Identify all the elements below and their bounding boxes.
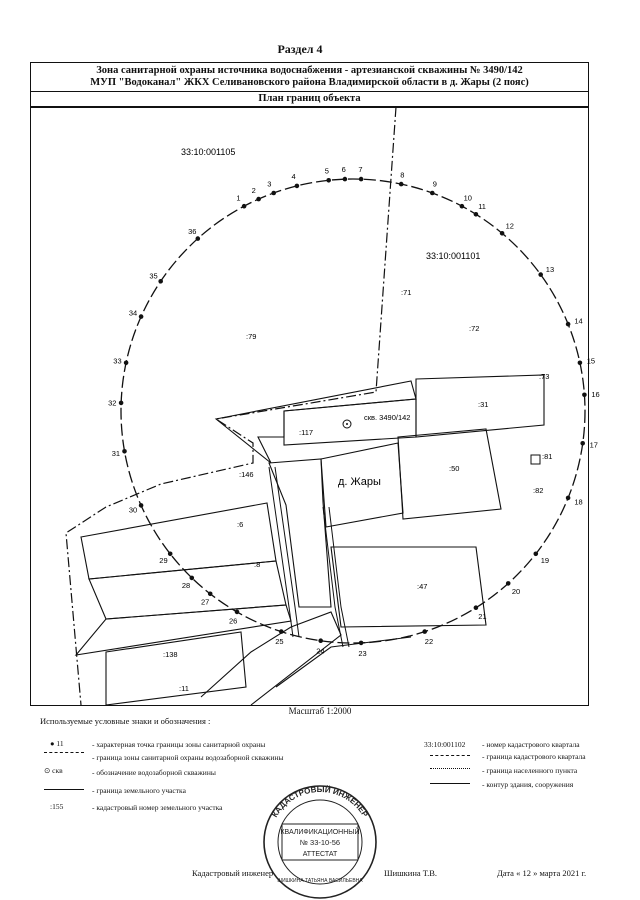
boundary-point bbox=[326, 178, 331, 183]
boundary-point bbox=[196, 236, 201, 241]
boundary-point bbox=[190, 576, 195, 581]
boundary-point-label: 26 bbox=[229, 616, 238, 626]
footer-date: Дата « 12 » марта 2021 г. bbox=[497, 868, 587, 878]
parcel-label: :81 bbox=[542, 452, 553, 461]
parcel-outlines bbox=[76, 375, 544, 705]
boundary-point bbox=[534, 552, 539, 557]
header-line-1: Зона санитарной охраны источника водоснабжения - артезианской скважины № 3490/142 bbox=[96, 65, 523, 76]
boundary-point bbox=[474, 212, 479, 217]
boundary-point bbox=[122, 449, 127, 454]
boundary-point-label: 15 bbox=[586, 356, 596, 366]
boundary-point-label: 35 bbox=[149, 271, 158, 281]
boundary-point bbox=[399, 182, 404, 187]
quarter-label-top: 33:10:001105 bbox=[181, 147, 236, 157]
boundary-point bbox=[208, 592, 213, 597]
well-label: скв. 3490/142 bbox=[364, 413, 411, 422]
boundary-point bbox=[500, 231, 505, 236]
boundary-point bbox=[580, 441, 585, 446]
boundary-point-label: 24 bbox=[316, 646, 325, 656]
boundary-point bbox=[318, 638, 323, 643]
header-divider bbox=[31, 91, 588, 92]
legend-well-sample bbox=[44, 766, 63, 775]
boundary-point bbox=[582, 393, 587, 398]
legend-well-text: скв bbox=[52, 766, 63, 775]
sanitary-zone-boundary bbox=[121, 179, 585, 643]
boundary-point bbox=[124, 361, 129, 366]
legend-settlement-line bbox=[430, 768, 470, 769]
boundary-point bbox=[566, 496, 571, 501]
legend-point-desc: - характерная точка границы зоны санитарной охраны bbox=[92, 740, 266, 749]
legend-well-desc: - обозначение водозаборной скважины bbox=[92, 768, 216, 777]
boundary-point-label: 11 bbox=[478, 201, 486, 211]
boundary-point-label: 32 bbox=[108, 398, 117, 408]
section-title: Раздел 4 bbox=[277, 42, 323, 56]
boundary-point bbox=[242, 204, 247, 209]
legend-point-sample: ● 11 bbox=[50, 739, 64, 748]
boundary-point bbox=[139, 503, 144, 508]
boundary-point-label: 17 bbox=[589, 440, 598, 450]
parcel-label: :72 bbox=[469, 324, 480, 333]
stamp-subtitle: АТТЕСТАТ bbox=[302, 851, 338, 858]
stamp-name: ШИШКИНА ТАТЬЯНА ВАСИЛЬЕВНА bbox=[277, 878, 363, 884]
parcel-label: :138 bbox=[163, 650, 178, 659]
boundary-point bbox=[422, 629, 427, 634]
boundary-point bbox=[578, 361, 583, 366]
legend-parcel-line bbox=[44, 789, 84, 790]
boundary-point-label: 4 bbox=[291, 172, 296, 182]
boundary-point-label: 3 bbox=[267, 179, 272, 189]
footer-role: Кадастровый инженер bbox=[192, 868, 274, 878]
boundary-point bbox=[235, 610, 240, 615]
boundary-point bbox=[538, 272, 543, 277]
header-line-2: МУП "Водоканал" ЖКХ Селивановского района Владимирской области в д. Жары (2 пояс) bbox=[90, 77, 529, 88]
boundary-point-label: 10 bbox=[463, 193, 472, 203]
boundary-point-label: 13 bbox=[545, 264, 555, 274]
boundary-point-label: 23 bbox=[358, 648, 367, 658]
stamp bbox=[258, 782, 382, 900]
village-label: д. Жары bbox=[338, 476, 381, 488]
legend-building-desc: - контур здания, сооружения bbox=[482, 780, 574, 789]
parcel-label: :47 bbox=[417, 582, 428, 591]
boundary-point bbox=[139, 314, 144, 319]
legend-point-number: 11 bbox=[56, 739, 64, 748]
boundary-point bbox=[119, 401, 124, 406]
parcel-label: :117 bbox=[299, 428, 314, 437]
parcel-label: :79 bbox=[246, 332, 257, 341]
boundary-point bbox=[474, 605, 479, 610]
boundary-point-label: 16 bbox=[591, 390, 600, 400]
parcel-label: :82 bbox=[533, 486, 544, 495]
cadastral-map bbox=[31, 107, 600, 705]
footer-name: Шишкина Т.В. bbox=[384, 868, 438, 878]
legend-quarter-line-desc: - граница кадастрового квартала bbox=[482, 752, 586, 761]
legend-title: Используемые условные знаки и обозначения : bbox=[40, 716, 211, 726]
map-frame bbox=[30, 106, 600, 706]
boundary-point bbox=[359, 641, 364, 646]
boundary-point bbox=[295, 184, 300, 189]
boundary-point-label: 2 bbox=[251, 185, 256, 195]
boundary-point bbox=[460, 204, 465, 209]
boundary-point-label: 27 bbox=[201, 597, 210, 607]
map-scale: Масштаб 1:2000 bbox=[288, 706, 352, 716]
plan-title: План границ объекта bbox=[258, 93, 361, 104]
legend-quarter-sample: 33:10:001102 bbox=[424, 740, 466, 749]
boundary-point bbox=[359, 177, 364, 182]
well-icon: ⊙ bbox=[44, 766, 51, 775]
legend-parcel-line-desc: - граница земельного участка bbox=[92, 786, 186, 795]
boundary-point-label: 6 bbox=[341, 165, 346, 175]
boundary-point bbox=[430, 191, 435, 196]
boundary-point-label: 31 bbox=[111, 449, 121, 458]
boundary-point-label: 1 bbox=[236, 193, 241, 203]
boundary-point bbox=[279, 629, 284, 634]
boundary-point-label: 5 bbox=[324, 166, 329, 176]
parcel-label: :31 bbox=[478, 400, 489, 409]
legend-parcel-num-sample: :155 bbox=[50, 802, 64, 811]
boundary-point bbox=[168, 552, 173, 557]
quarter-label-right: 33:10:001101 bbox=[426, 251, 481, 261]
boundary-point-label: 12 bbox=[505, 221, 514, 231]
boundary-point-label: 22 bbox=[424, 637, 434, 647]
legend-parcel-num-desc: - кадастровый номер земельного участка bbox=[92, 803, 223, 812]
boundary-point-label: 34 bbox=[128, 308, 138, 318]
legend-quarter-desc: - номер кадастрового квартала bbox=[482, 740, 580, 749]
boundary-point-label: 18 bbox=[574, 497, 583, 507]
boundary-point-label: 33 bbox=[113, 356, 122, 366]
parcel-label: :11 bbox=[179, 684, 189, 693]
building bbox=[531, 455, 540, 464]
boundary-point bbox=[343, 177, 348, 182]
boundary-point-label: 21 bbox=[478, 612, 487, 622]
legend-boundary-desc: - граница зоны санитарной охраны водозаборной скважины bbox=[92, 753, 284, 762]
legend-settlement-desc: - граница населенного пункта bbox=[482, 766, 578, 775]
boundary-point-label: 30 bbox=[128, 505, 138, 515]
boundary-point-label: 25 bbox=[275, 637, 284, 647]
boundary-point-label: 19 bbox=[540, 556, 550, 565]
boundary-point-label: 29 bbox=[159, 556, 168, 565]
boundary-point bbox=[158, 279, 163, 284]
stamp-title: КВАЛИФИКАЦИОННЫЙ bbox=[280, 829, 360, 836]
legend-quarter-line bbox=[430, 755, 470, 756]
boundary-point-label: 9 bbox=[432, 179, 437, 189]
parcel-label: :71 bbox=[401, 288, 412, 297]
boundary-point-label: 36 bbox=[188, 227, 197, 237]
parcel-label: :73 bbox=[539, 372, 550, 381]
legend-building-line bbox=[430, 783, 470, 784]
boundary-point bbox=[271, 191, 276, 196]
legend-zone-line bbox=[44, 752, 84, 753]
boundary-point-label: 7 bbox=[358, 165, 363, 175]
stamp-number: № 33-10-56 bbox=[299, 838, 341, 847]
header-box bbox=[30, 62, 589, 108]
boundary-points bbox=[108, 165, 600, 658]
boundary-point-label: 20 bbox=[511, 586, 521, 596]
boundary-point bbox=[566, 322, 571, 327]
parcel-label: :8 bbox=[254, 560, 261, 569]
boundary-point bbox=[256, 197, 261, 202]
boundary-point bbox=[506, 581, 511, 586]
boundary-point-label: 8 bbox=[400, 170, 405, 180]
boundary-point-label: 14 bbox=[574, 316, 583, 326]
boundary-point-label: 28 bbox=[181, 581, 191, 591]
parcel-label: :146 bbox=[239, 470, 254, 479]
stamp-ring-text: КАДАСТРОВЫЙ ИНЖЕНЕР bbox=[270, 784, 370, 819]
parcel-label: :50 bbox=[449, 464, 460, 473]
parcel-label: :6 bbox=[237, 520, 244, 529]
